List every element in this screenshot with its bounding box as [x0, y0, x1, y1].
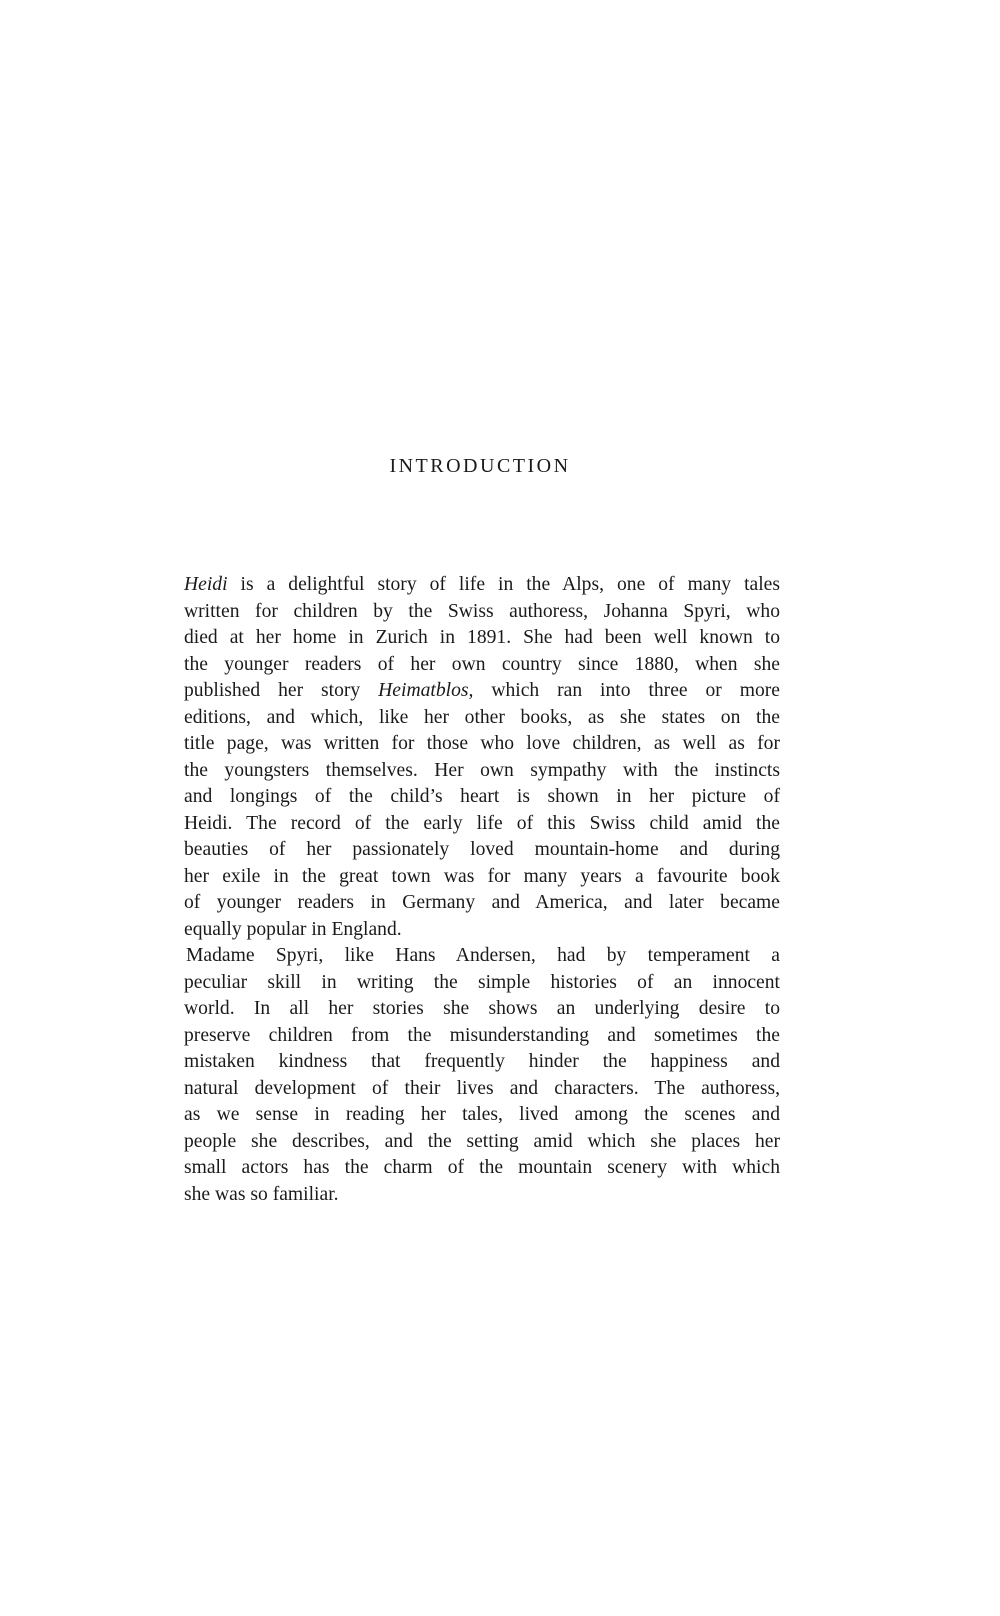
text-line: equally popular in England. — [184, 918, 402, 940]
paragraph-2 — [184, 943, 780, 1208]
text-line: the younger readers of her own country since 1880, when she — [184, 653, 780, 675]
book-title-italic: Heidi — [184, 574, 228, 595]
text-line: Madame Spyri, like Hans Andersen, had by temperament a — [186, 945, 780, 966]
text-line: preserve children from the misunderstanding and sometimes the — [184, 1024, 780, 1046]
text-line: died at her home in Zurich in 1891. She had been well known to — [184, 627, 780, 648]
text-line: natural development of their lives and characters. The authoress, — [184, 1077, 780, 1099]
book-title-italic: Heimatblos, — [378, 680, 474, 701]
chapter-title: INTRODUCTION — [389, 455, 571, 477]
text-line: small actors has the charm of the mountain scenery with which — [184, 1157, 780, 1178]
text-line: title page, was written for those who love children, as well as for — [184, 733, 780, 754]
text-line: written for children by the Swiss authoress, Johanna Spyri, who — [184, 600, 780, 622]
text-line: beauties of her passionately loved mountain-home and during — [184, 839, 780, 860]
text-line: published her story Heimatblos, which ran into three or more — [184, 680, 781, 701]
paragraph-1 — [184, 572, 780, 943]
text-line: and longings of the child’s heart is shown in her picture of — [184, 786, 780, 807]
text-line: world. In all her stories she shows an underlying desire to — [184, 998, 780, 1019]
text-line: the youngsters themselves. Her own sympathy with the instincts — [184, 759, 780, 781]
text-line: as we sense in reading her tales, lived among the scenes and — [184, 1104, 780, 1125]
text-line: Heidi. The record of the early life of this Swiss child amid the — [184, 812, 780, 834]
text-line: mistaken kindness that frequently hinder the happiness and — [184, 1051, 780, 1072]
text-line: Heidi is a delightful story of life in the Alps, one of many tales — [184, 574, 780, 595]
text-line: her exile in the great town was for many years a favourite book — [184, 865, 780, 887]
text-line: of younger readers in Germany and America, and later became — [184, 892, 780, 913]
text-line: editions, and which, like her other books, as she states on the — [184, 706, 780, 728]
introduction-body — [184, 572, 780, 1208]
text-line: peculiar skill in writing the simple histories of an innocent — [184, 971, 780, 993]
text-line: people she describes, and the setting amid which she places her — [184, 1130, 780, 1152]
text-line: she was so familiar. — [184, 1183, 339, 1205]
